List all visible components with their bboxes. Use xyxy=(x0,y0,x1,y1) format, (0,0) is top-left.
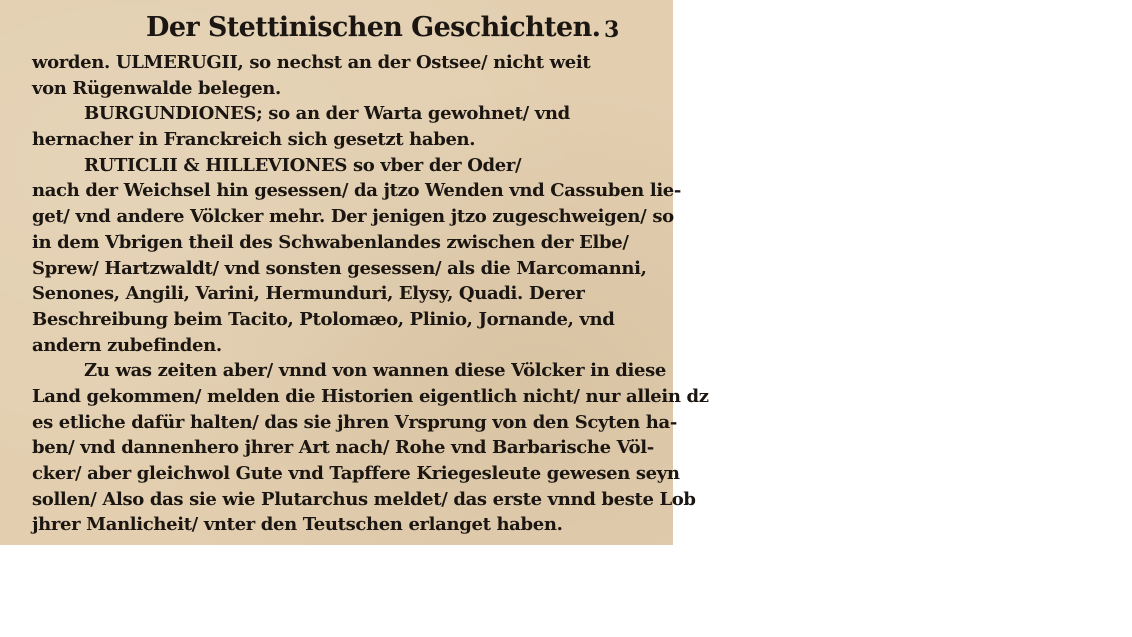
text-line: andern zubefinden. xyxy=(32,334,222,356)
text-body xyxy=(32,50,709,550)
text-line: von Rügenwalde belegen. xyxy=(32,77,281,99)
text-line: jhrer Manlicheit/ vnter den Teutschen erlanget haben. xyxy=(32,514,563,536)
text-line: nach der Weichsel hin gesessen/ da jtzo Wenden vnd Cassuben lie- xyxy=(32,180,682,202)
text-line: Zu was zeiten aber/ vnnd von wannen diese Völcker in diese xyxy=(84,360,667,382)
text-line: get/ vnd andere Völcker mehr. Der jenigen jtzo zugeschweigen/ so xyxy=(32,206,674,228)
text-line: sollen/ Also das sie wie Plutarchus meldet/ das erste vnnd beste Lob xyxy=(32,488,696,510)
text-line: es etliche dafür halten/ das sie jhren Vrsprung von den Scyten ha- xyxy=(32,411,677,433)
page-header xyxy=(0,12,673,52)
text-line: Land gekommen/ melden die Historien eigentlich nicht/ nur allein dz xyxy=(32,385,709,407)
text-line: hernacher in Franckreich sich gesetzt haben. xyxy=(32,129,476,151)
text-line: RUTICLII & HILLEVIONES so vber der Oder/ xyxy=(84,154,522,176)
text-line: ben/ vnd dannenhero jhrer Art nach/ Rohe vnd Barbarische Völ- xyxy=(32,437,654,459)
text-line: in dem Vbrigen theil des Schwabenlandes zwischen der Elbe/ xyxy=(32,231,629,253)
running-title: Der Stettinischen Geschichten. xyxy=(146,12,601,43)
text-line: worden. ULMERUGII, so nechst an der Ostsee/ nicht weit xyxy=(32,52,591,73)
cut-off-line xyxy=(32,538,622,550)
text-line: BURGUNDIONES; so an der Warta gewohnet/ vnd xyxy=(84,103,570,125)
text-line: Sprew/ Hartzwaldt/ vnd sonsten gesessen/ als die Marcomanni, xyxy=(32,257,647,279)
page-number: 3 xyxy=(604,17,620,43)
text-line: cker/ aber gleichwol Gute vnd Tapffere Kriegesleute gewesen seyn xyxy=(32,463,680,484)
text-line: Senones, Angili, Varini, Hermunduri, Elysy, Quadi. Derer xyxy=(32,283,585,305)
text-line: Beschreibung beim Tacito, Ptolomæo, Plinio, Jornande, vnd xyxy=(32,308,615,330)
